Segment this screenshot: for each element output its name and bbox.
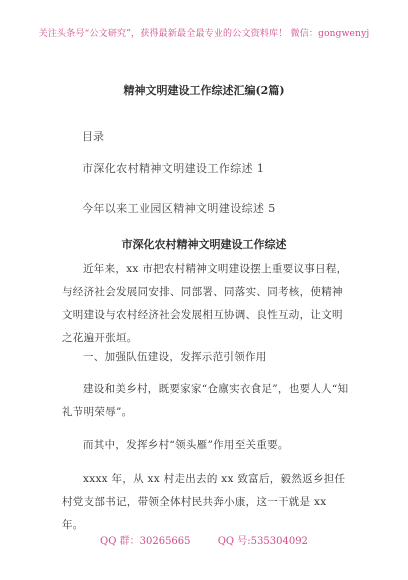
paragraph: 近年来，xx 市把农村精神文明建设摆上重要议事日程，与经济社会发展同安排、同部署、同落实、同考核，使精神文明建设与农村经济社会发展相互协调、良性互动，让文明之花遍开张垣。	[62, 263, 348, 344]
section-title: 市深化农村精神文明建设工作综述	[121, 238, 287, 251]
document-title: 精神文明建设工作综述汇编(2篇)	[123, 84, 285, 97]
paragraph: xxxx 年，从 xx 村走出去的 xx 致富后，毅然返乡担任村党支部书记，带领全体村民共奔小康，这一干就是 xx 年。	[62, 473, 346, 531]
paragraph: 建设和美乡村，既要家家“仓廪实衣食足”，也要人人“知礼节明荣辱”。	[62, 383, 349, 418]
toc-heading: 目录	[82, 130, 104, 143]
qq-number: QQ 号:535304092	[217, 536, 308, 547]
paragraph-heading: 一、加强队伍建设，发挥示范引领作用	[83, 351, 267, 363]
footer-contacts	[0, 532, 408, 547]
toc-item[interactable]: 市深化农村精神文明建设工作综述 1	[82, 162, 265, 175]
toc-item[interactable]: 今年以来工业园区精神文明建设综述 5	[82, 202, 276, 215]
paragraph: 而其中，发挥乡村“领头雁”作用至关重要。	[83, 439, 289, 451]
promo-banner: 关注头条号“公文研究”，获得最新最全最专业的公文资料库！ 微信：gongwenyj	[38, 29, 370, 39]
qq-group-number: QQ 群：30265665	[100, 536, 191, 547]
